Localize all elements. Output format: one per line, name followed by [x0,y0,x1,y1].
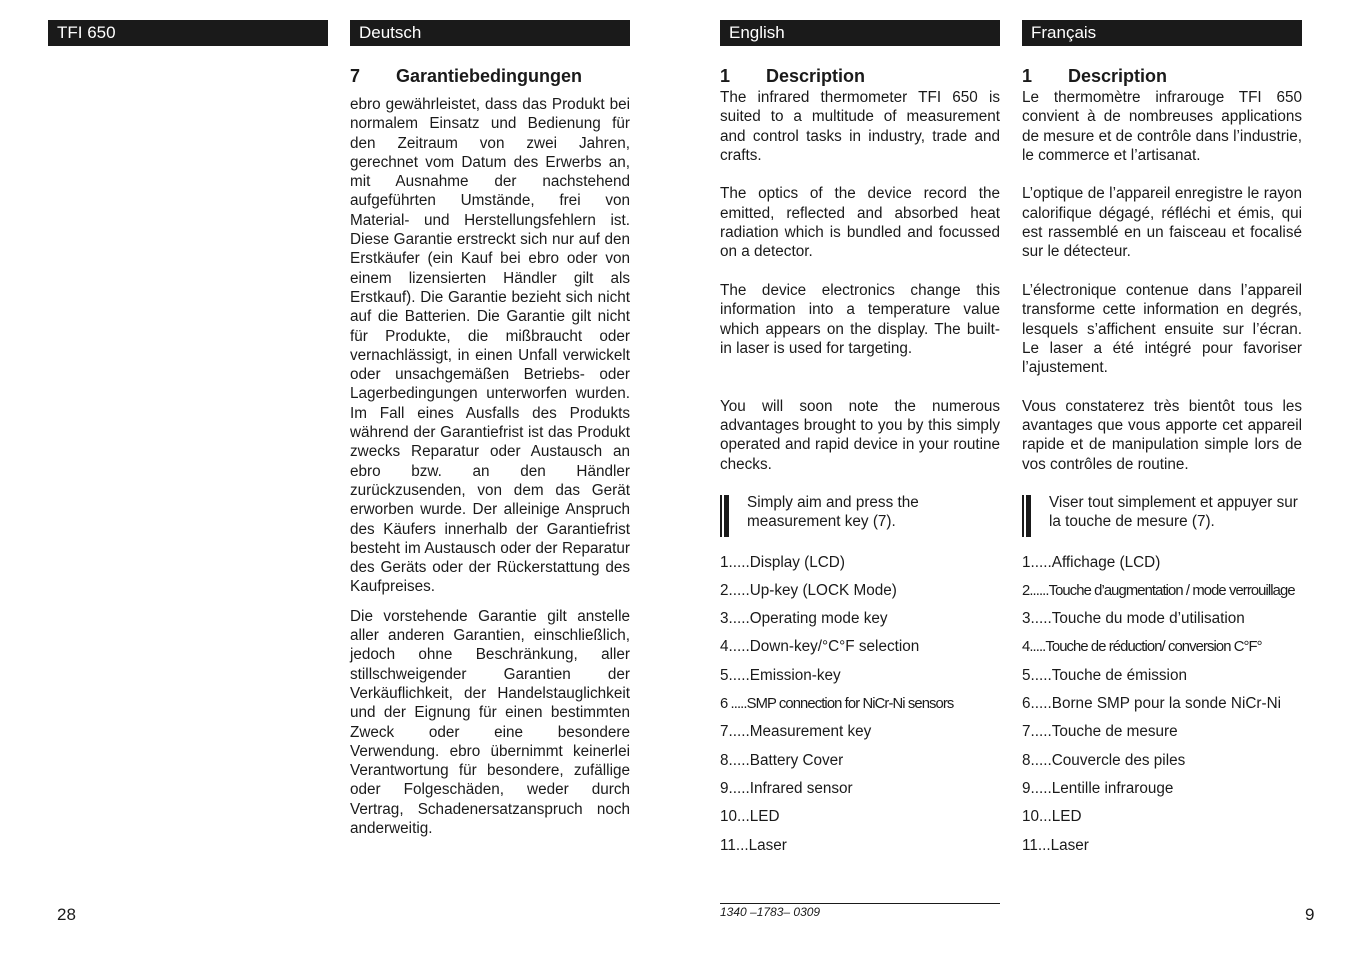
list-item: 10...LED [720,808,780,826]
list-item: 4.....Down-key/°C°F selection [720,638,920,656]
english-label: English [729,23,785,42]
french-paragraph-3: L’électronique contenue dans l’appareil transforme cette information en degrés, lesquels s’affichent ensuite sur l’écran. Le laser a été intégré pour favoriser l’ajustement. [1022,281,1302,377]
german-section-heading: Garantiebedingungen [396,66,583,86]
page-number-left: 28 [57,905,76,924]
list-item: 11...Laser [720,836,787,854]
english-column [720,64,1000,879]
german-section-number: 7 [350,66,361,86]
list-item: 3.....Touche du mode d’utilisation [1022,610,1245,628]
english-note-text: Simply aim and press the measurement key (7). [747,493,919,531]
note-bar-icon [1022,495,1031,537]
french-section-heading: Description [1068,66,1168,86]
french-parts-list [1022,553,1302,864]
german-column [350,64,630,838]
list-item: 5.....Emission-key [720,666,841,684]
english-paragraph-3: The device electronics change this information into a temperature value which appears on the display. The built-in laser is used for targeting. [720,281,1000,357]
list-item: 1.....Affichage (LCD) [1022,553,1161,571]
model-label: TFI 650 [57,23,116,42]
note-bar-icon [720,495,729,537]
english-section-number: 1 [720,66,731,86]
list-item: 1.....Display (LCD) [720,553,845,571]
model-header [48,20,328,46]
german-warranty-paragraph-1: ebro gewährleistet, dass das Produkt bei normalem Einsatz und Bedienung für den Zeitraum von zwei Jahren, gerechnet vom Datum des Erwerbs an, mit Ausnahme der nachstehend aufgeführten Umstände, frei von Material- und Herstellungsfehlern ist. Diese Garantie erstreckt sich nur auf den Erstkäufer (ein Kauf bei ebro oder von einem lizensierten Händler gilt als Erstkauf). Die Garantie bezieht sich nicht auf die Batterien. Die Garantie gilt nicht für Produkte, die mißbraucht oder vernachlässigt, in einen Unfall verwickelt oder unsachgemäßen Betriebs- oder Lagerbedingungen unterworfen wurden. Im Fall eines Ausfalls des Produkts während der Garantiefrist ist das Produkt zwecks Reparatur oder Austausch an ebro bzw. an den Händler zurückzusenden, von dem das Gerät erworben wurde. Der alleinige Anspruch des Käufers innerhalb der Garantiefrist besteht im Austausch oder der Reparatur des Geräts oder der Rückerstattung des Kaufpreises. [350,96,630,596]
english-paragraph-2: The optics of the device record the emitted, reflected and absorbed heat radiation which is bundled and focussed on a detector. [720,185,1000,261]
french-section-number: 1 [1022,66,1033,86]
list-item: 7.....Touche de mesure [1022,723,1178,741]
list-item: 3.....Operating mode key [720,610,888,628]
german-warranty-paragraph-2: Die vorstehende Garantie gilt anstelle aller anderen Garantien, einschließlich, jedoch ohne Beschränkung, aller stillschweigender Garantien der Verkäuflichkeit, der Handelstauglichkeit und der Eignung für einen bestimmten Zweck oder eine besondere Verwendung. ebro übernimmt keinerlei Verantwortung für besondere, zufällige oder Folgeschäden, weder durch Vertrag, Schadenersatzanspruch noch anderweitig. [350,607,630,837]
list-item: 11...Laser [1022,836,1089,854]
english-header [720,20,1000,46]
document-code: 1340 –1783– 0309 [720,905,821,919]
list-item: 8.....Battery Cover [720,751,844,769]
list-item: 9.....Lentille infrarouge [1022,779,1174,797]
english-parts-list [720,553,1000,864]
list-item: 2......Touche d’augmentation / mode verrouillage [1022,582,1295,599]
french-header [1022,20,1302,46]
german-label: Deutsch [359,23,422,42]
french-column [1022,64,1302,879]
french-label: Français [1031,23,1097,42]
german-section-title [350,64,630,88]
english-section-title [720,64,1000,88]
list-item: 9.....Infrared sensor [720,779,853,797]
list-item: 6 .....SMP connection for NiCr-Ni sensors [720,696,954,713]
list-item: 10...LED [1022,808,1082,826]
french-paragraph-2: L’optique de l’appareil enregistre le rayon calorifique dégagé, réfléchi et émis, qui est rassemblé en un faisceau et focalisé sur le détecteur. [1022,185,1302,261]
english-paragraph-4: You will soon note the numerous advantages brought to you by this simply operated and rapid device in your routine checks. [720,397,1000,473]
list-item: 8.....Couvercle des piles [1022,751,1186,769]
english-note [720,493,1000,532]
french-note [1022,493,1302,532]
french-paragraph-4: Vous constaterez très bientôt tous les avantages que vous apporte cet appareil rapide et de manipulation simple lors de vos contrôles de routine. [1022,397,1302,473]
list-item: 4.....Touche de réduction/ conversion C°F° [1022,639,1262,656]
german-header [350,20,630,46]
french-note-text: Viser tout simplement et appuyer sur la touche de mesure (7). [1049,493,1298,531]
footer-divider [720,903,1000,904]
list-item: 5.....Touche de émission [1022,666,1187,684]
french-paragraph-1: Le thermomètre infrarouge TFI 650 convient à de nombreuses applications de mesure et de contrôle dans l’industrie, le commerce et l’artisanat. [1022,89,1302,164]
list-item: 7.....Measurement key [720,723,872,741]
list-item: 6.....Borne SMP pour la sonde NiCr-Ni [1022,695,1282,713]
french-section-title [1022,64,1302,88]
list-item: 2.....Up-key (LOCK Mode) [720,581,897,599]
english-paragraph-1: The infrared thermometer TFI 650 is suited to a multitude of measurement and control tasks in industry, trade and crafts. [720,89,1000,164]
english-section-heading: Description [766,66,866,86]
page-number-right: 9 [1305,905,1315,924]
